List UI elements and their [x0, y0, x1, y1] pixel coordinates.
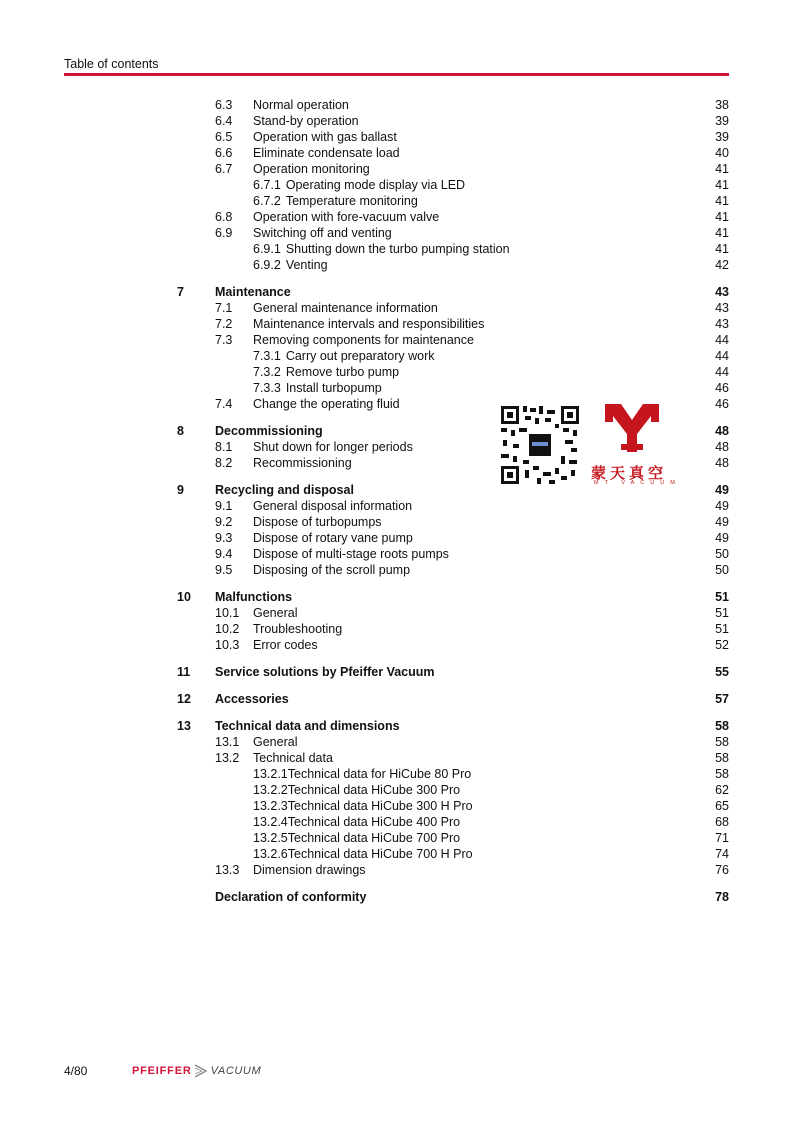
qr-code-icon [499, 404, 581, 486]
toc-entry-number: 13.2.6 [253, 847, 288, 861]
toc-page-number: 41 [715, 226, 729, 240]
toc-entry-row[interactable] [0, 209, 793, 225]
toc-entry-label [253, 257, 328, 273]
toc-entry-title: Change the operating fluid [253, 397, 400, 411]
toc-entry-number: 9 [177, 483, 184, 497]
toc-entry-row[interactable] [0, 621, 793, 637]
toc-page-number: 46 [715, 397, 729, 411]
toc-entry-number: 8.1 [215, 440, 233, 454]
toc-entry-title: Dimension drawings [253, 863, 366, 877]
toc-entry-row[interactable] [0, 637, 793, 653]
toc-entry-title: Error codes [253, 638, 318, 652]
toc-entry-title: General maintenance information [253, 301, 438, 315]
toc-entry-title-text: Technical data HiCube 300 Pro [287, 783, 461, 797]
toc-entry-number: 13.2.2 [253, 783, 288, 797]
toc-entry-title-text: Temperature monitoring [285, 194, 418, 208]
toc-entry-row[interactable] [0, 193, 793, 209]
toc-entry-number: 7.3 [215, 333, 233, 347]
toc-entry-title-text: Technical data for HiCube 80 Pro [287, 767, 472, 781]
toc-page-number: 58 [715, 735, 729, 749]
toc-entry-number: 6.3 [215, 98, 233, 112]
toc-entry-number: 7.3.2 [253, 365, 281, 379]
toc-page-number: 58 [715, 767, 729, 781]
toc-entry-number: 13 [177, 719, 191, 733]
toc-entry-title: Switching off and venting [253, 226, 392, 240]
toc-page-number: 41 [715, 242, 729, 256]
toc-entry-number: 10 [177, 590, 191, 604]
toc-entry-number: 9.5 [215, 563, 233, 577]
toc-page-number: 40 [715, 146, 729, 160]
toc-chapter-row[interactable] [0, 284, 793, 300]
toc-entry-title: Service solutions by Pfeiffer Vacuum [215, 665, 435, 679]
toc-page-number: 51 [715, 606, 729, 620]
toc-entry-number: 7.3.1 [253, 349, 281, 363]
toc-entry-row[interactable] [0, 766, 793, 782]
toc-entry-label [253, 782, 460, 798]
toc-entry-label [253, 846, 473, 862]
toc-page-number: 62 [715, 783, 729, 797]
toc-page-number: 41 [715, 194, 729, 208]
toc-page-number: 51 [715, 590, 729, 604]
toc-entry-title: Dispose of multi-stage roots pumps [253, 547, 449, 561]
page-header-title: Table of contents [64, 57, 159, 71]
toc-entry-number: 6.6 [215, 146, 233, 160]
toc-page-number: 44 [715, 365, 729, 379]
toc-page-number: 43 [715, 301, 729, 315]
pfeiffer-vacuum-logo [132, 1063, 261, 1079]
header-rule [64, 73, 729, 76]
toc-chapter-row[interactable] [0, 589, 793, 605]
toc-entry-title: Troubleshooting [253, 622, 343, 636]
toc-entry-row[interactable] [0, 498, 793, 514]
toc-page-number: 48 [715, 440, 729, 454]
toc-entry-title: Declaration of conformity [215, 890, 367, 904]
toc-page-number: 50 [715, 563, 729, 577]
toc-page-number: 41 [715, 210, 729, 224]
logo-pfeiffer-text: PFEIFFER [132, 1065, 192, 1077]
logo-chevron-icon [194, 1064, 208, 1078]
toc-entry-number: 13.2.5 [253, 831, 288, 845]
toc-entry-title: Technical data and dimensions [215, 719, 400, 733]
toc-entry-number: 6.9.2 [253, 258, 281, 272]
toc-entry-title-text: Remove turbo pump [285, 365, 400, 379]
toc-page-number: 43 [715, 285, 729, 299]
toc-entry-row[interactable] [0, 830, 793, 846]
toc-entry-row[interactable] [0, 605, 793, 621]
toc-entry-row[interactable] [0, 97, 793, 113]
toc-entry-label [253, 798, 473, 814]
toc-entry-number: 6.9.1 [253, 242, 281, 256]
toc-chapter-row[interactable] [0, 664, 793, 680]
toc-entry-label [253, 364, 399, 380]
toc-page-number: 48 [715, 456, 729, 470]
toc-entry-title-text: Venting [285, 258, 328, 272]
watermark-stamp [499, 404, 681, 486]
toc-entry-title-text: Technical data HiCube 400 Pro [287, 815, 461, 829]
toc-entry-row[interactable] [0, 562, 793, 578]
toc-entry-row[interactable] [0, 814, 793, 830]
toc-entry-row[interactable] [0, 514, 793, 530]
toc-entry-title: Maintenance intervals and responsibilities [253, 317, 485, 331]
toc-entry-number: 6.4 [215, 114, 233, 128]
toc-page-number: 58 [715, 719, 729, 733]
toc-entry-title: Malfunctions [215, 590, 293, 604]
toc-entry-row[interactable] [0, 798, 793, 814]
toc-entry-row[interactable] [0, 257, 793, 273]
toc-entry-row[interactable] [0, 177, 793, 193]
toc-entry-number: 9.1 [215, 499, 233, 513]
toc-page-number: 58 [715, 751, 729, 765]
toc-entry-title: Dispose of turbopumps [253, 515, 382, 529]
toc-entry-title-text: Technical data HiCube 300 H Pro [287, 799, 473, 813]
toc-entry-number: 9.4 [215, 547, 233, 561]
toc-entry-title: General [253, 606, 298, 620]
toc-entry-number: 7.1 [215, 301, 233, 315]
toc-page-number: 76 [715, 863, 729, 877]
toc-page-number: 39 [715, 130, 729, 144]
toc-entry-title: Normal operation [253, 98, 349, 112]
toc-entry-row[interactable] [0, 846, 793, 862]
toc-entry-title: Shut down for longer periods [253, 440, 413, 454]
toc-entry-title-text: Operating mode display via LED [285, 178, 466, 192]
toc-page-number: 57 [715, 692, 729, 706]
toc-entry-number: 7.3.3 [253, 381, 281, 395]
toc-entry-title: Recycling and disposal [215, 483, 354, 497]
toc-entry-number: 8 [177, 424, 184, 438]
toc-entry-label [253, 380, 382, 396]
toc-entry-title: General disposal information [253, 499, 413, 513]
toc-entry-row[interactable] [0, 734, 793, 750]
toc-page-number: 44 [715, 333, 729, 347]
toc-entry-row[interactable] [0, 862, 793, 878]
toc-entry-title: General [253, 735, 298, 749]
toc-entry-label [253, 193, 418, 209]
toc-entry-title: Eliminate condensate load [253, 146, 400, 160]
toc-page-number: 38 [715, 98, 729, 112]
toc-entry-row[interactable] [0, 380, 793, 396]
toc-entry-title-text: Technical data HiCube 700 Pro [287, 831, 461, 845]
logo-vacuum-text: VACUUM [210, 1065, 262, 1077]
toc-entry-number: 10.3 [215, 638, 240, 652]
toc-entry-title: Dispose of rotary vane pump [253, 531, 413, 545]
toc-entry-row[interactable] [0, 241, 793, 257]
toc-page-number: 74 [715, 847, 729, 861]
toc-entry-number: 8.2 [215, 456, 233, 470]
toc-entry-number: 6.5 [215, 130, 233, 144]
toc-page-number: 49 [715, 483, 729, 497]
toc-entry-number: 10.2 [215, 622, 240, 636]
toc-entry-title-text: Carry out preparatory work [285, 349, 435, 363]
toc-page-number: 78 [715, 890, 729, 904]
toc-entry-row[interactable] [0, 332, 793, 348]
toc-entry-title: Maintenance [215, 285, 291, 299]
toc-page-number: 50 [715, 547, 729, 561]
toc-entry-row[interactable] [0, 782, 793, 798]
toc-entry-label [253, 241, 510, 257]
toc-page-number: 41 [715, 178, 729, 192]
toc-entry-label [253, 177, 465, 193]
toc-entry-number: 13.2.4 [253, 815, 288, 829]
toc-chapter-row[interactable] [0, 718, 793, 734]
toc-entry-title-text: Technical data HiCube 700 H Pro [287, 847, 473, 861]
toc-entry-number: 9.2 [215, 515, 233, 529]
toc-entry-row[interactable] [0, 364, 793, 380]
toc-entry-number: 13.3 [215, 863, 240, 877]
toc-entry-title: Operation with gas ballast [253, 130, 397, 144]
toc-entry-title: Accessories [215, 692, 289, 706]
toc-entry-label [253, 348, 434, 364]
toc-page-number: 49 [715, 499, 729, 513]
toc-page-number: 41 [715, 162, 729, 176]
toc-entry-number: 11 [177, 665, 191, 679]
toc-entry-number: 13.2.3 [253, 799, 288, 813]
toc-page-number: 48 [715, 424, 729, 438]
toc-entry-number: 13.2 [215, 751, 240, 765]
toc-entry-number: 7 [177, 285, 184, 299]
toc-entry-row[interactable] [0, 300, 793, 316]
toc-page-number: 55 [715, 665, 729, 679]
toc-entry-number: 13.1 [215, 735, 240, 749]
toc-page-number: 65 [715, 799, 729, 813]
toc-entry-number: 6.9 [215, 226, 233, 240]
toc-entry-title: Operation monitoring [253, 162, 370, 176]
toc-entry-number: 7.4 [215, 397, 233, 411]
toc-entry-number: 6.8 [215, 210, 233, 224]
toc-entry-title: Disposing of the scroll pump [253, 563, 411, 577]
toc-entry-row[interactable] [0, 348, 793, 364]
toc-entry-title: Stand-by operation [253, 114, 359, 128]
toc-entry-label [253, 766, 471, 782]
toc-chapter-row[interactable] [0, 691, 793, 707]
toc-entry-number: 13.2.1 [253, 767, 288, 781]
toc-entry-number: 7.2 [215, 317, 233, 331]
toc-entry-number: 9.3 [215, 531, 233, 545]
toc-entry-title: Operation with fore-vacuum valve [253, 210, 440, 224]
toc-entry-row[interactable] [0, 750, 793, 766]
toc-page-number: 39 [715, 114, 729, 128]
toc-entry-row[interactable] [0, 113, 793, 129]
toc-entry-number: 6.7.1 [253, 178, 281, 192]
toc-page-number: 68 [715, 815, 729, 829]
toc-entry-number: 6.7 [215, 162, 233, 176]
toc-page-number: 43 [715, 317, 729, 331]
toc-entry-title: Decommissioning [215, 424, 323, 438]
toc-page-number: 42 [715, 258, 729, 272]
toc-entry-label [253, 830, 460, 846]
toc-entry-row[interactable] [0, 546, 793, 562]
toc-entry-label [253, 814, 460, 830]
toc-entry-row[interactable] [0, 530, 793, 546]
footer-page-number: 4/80 [64, 1064, 88, 1078]
toc-entry-row[interactable] [0, 145, 793, 161]
toc-page-number: 52 [715, 638, 729, 652]
toc-entry-number: 6.7.2 [253, 194, 281, 208]
toc-entry-title: Technical data [253, 751, 333, 765]
toc-entry-title: Recommissioning [253, 456, 352, 470]
toc-page-number: 49 [715, 515, 729, 529]
toc-page-number: 51 [715, 622, 729, 636]
toc-page-number: 44 [715, 349, 729, 363]
toc-entry-title-text: Shutting down the turbo pumping station [285, 242, 510, 256]
mt-vacuum-logo-icon [605, 404, 659, 454]
toc-entry-number: 10.1 [215, 606, 240, 620]
stamp-sub-text: MT VACUUM [594, 480, 681, 486]
toc-entry-row[interactable] [0, 225, 793, 241]
toc-page-number: 46 [715, 381, 729, 395]
toc-page-number: 49 [715, 531, 729, 545]
toc-entry-number: 12 [177, 692, 191, 706]
toc-entry-row[interactable] [0, 161, 793, 177]
toc-chapter-row[interactable] [0, 889, 793, 905]
toc-page-number: 71 [715, 831, 729, 845]
toc-entry-title: Removing components for maintenance [253, 333, 474, 347]
stamp-brand-text: 蒙天真空 [591, 465, 668, 482]
toc-entry-row[interactable] [0, 316, 793, 332]
toc-entry-title-text: Install turbopump [285, 381, 382, 395]
toc-entry-row[interactable] [0, 129, 793, 145]
